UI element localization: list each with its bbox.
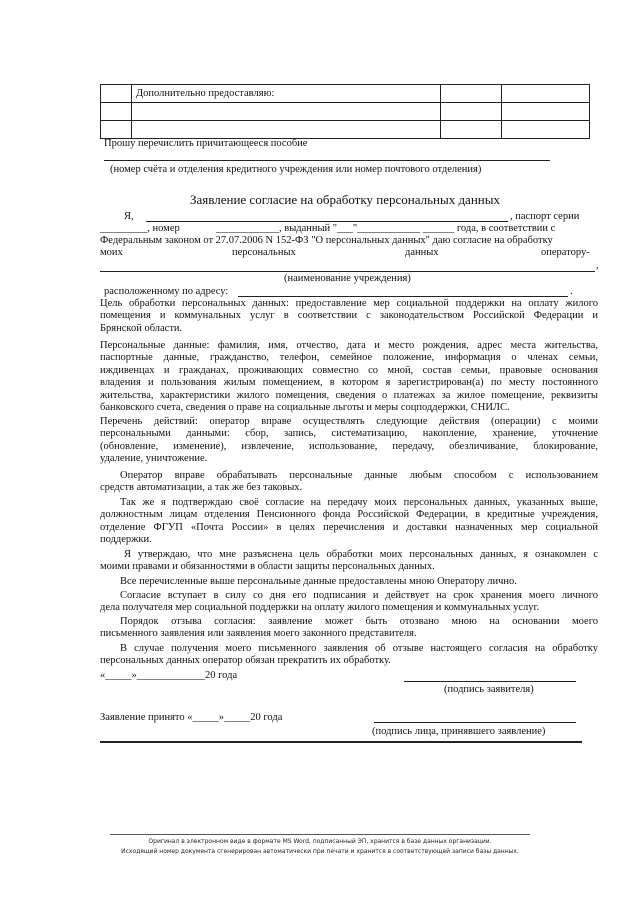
institution-caption: (наименование учреждения) [284,273,411,284]
text-line: Так же я подтверждаю своё согласие на передачу моих персональных данных, указанных выше, [120,497,598,508]
validity-paragraph [100,590,598,615]
text-line: Оператор вправе обрабатывать персональные данные любым способом с использованием [120,470,598,481]
text-line: иждивенцах и гражданах, проживающих совместно со мной, состав семьи, правовые основания [100,364,598,376]
table-row [101,85,590,103]
passport-number-label: _________, номер [100,223,180,234]
applicant-date-line: «_____»_____________20 года [100,670,238,681]
withdraw-paragraph [100,616,598,641]
text-line: Перечень действий: оператор вправе осуществлять следующие действия (операции) с моими [100,416,598,427]
footer-rule [110,834,530,835]
personal-data-paragraph [100,340,598,414]
address-period: . [570,286,573,297]
address-label: расположенному по адресу: [104,286,229,297]
accepter-signature-line [374,722,576,723]
text-line: дела получателя мер социальной поддержки на оплату жилого помещения и коммунальных услуг. [100,602,540,614]
name-fill-line [146,221,508,222]
actions-paragraph [100,416,598,466]
text-line: должностным лицам отделения Пенсионного фонда Российской Федерации, в кредитные учреждения, [100,509,598,521]
text-line: Я утверждаю, что мне разъяснена цель обработки моих персональных данных, я ознакомлен с [124,549,598,560]
intro-word: персональных [232,247,296,258]
applicant-signature-caption: (подпись заявителя) [444,684,534,695]
text-line: помещения и коммунальных услуг в соответствии с законодательством Российской Федерации и [100,310,598,322]
text-line: паспортные данные, гражданство, телефон, семейное положение, информация о членах семьи, [100,352,598,364]
accepter-signature-caption: (подпись лица, принявшего заявление) [372,726,546,737]
intro-word: оператору- [541,247,590,258]
text-line: Порядок отзыва согласия: заявление может быть отозвано мною на основании моего [120,616,598,627]
table-cell-label: Дополнительно предоставляю: [132,85,441,103]
footer-line-1: Оригинал в электронном виде в формате MS Word, подписанный ЭП, хранится в базе данных организации. [148,838,492,845]
text-line: владения и пользования жилым помещением, в котором я зарегистрирован(а) по месту постоянного [100,377,598,389]
text-line: (обновление, изменение), извлечение, использование, передачу, обезличивание, блокирование, [100,440,598,452]
institution-fill-line [100,271,595,272]
text-line: письменного заявления или заявления моего законного представителя. [100,628,417,640]
additional-docs-table [100,84,590,139]
text-line: средств автоматизации, а так же без таковых. [100,482,303,494]
intro-comma: , [596,260,599,271]
table-row [101,121,590,139]
intro-word: данных [405,247,439,258]
passport-issued-label: ____________, выданный "___"____________ ______ года, в соответствии с [216,223,556,234]
text-line: Персональные данные: фамилия, имя, отчество, дата и место рождения, адрес места жительства, [100,340,598,351]
intro-i: Я, [124,211,134,222]
text-line: Брянской области. [100,322,183,334]
text-line: персональных данных оператор обязан прекратить их обработку. [100,655,391,667]
table-row [101,103,590,121]
text-line: В случае получения моего письменного заявления об отзыве настоящего согласия на обработку [120,643,598,654]
operator-paragraph [100,470,598,495]
text-line: отделение ФГУП «Почта России» в целях перечисления и доставки назначенных мер социальной [100,521,598,533]
account-caption: (номер счёта и отделения кредитного учреждения или номер почтового отделения) [110,164,482,175]
text-line: банковского счета, сведения о праве на социальные льготы и меры соцподдержки, СНИЛС. [100,402,510,414]
law-text: Федеральным законом от 27.07.2006 N 152-ФЗ "О персональных данных" даю согласие на обработку [100,235,553,246]
provided-paragraph: Все перечисленные выше персональные данные предоставлены мною Оператору лично. [120,576,517,587]
text-line: персональными данными: сбор, запись, систематизацию, накопление, хранение, уточнение [100,428,598,440]
text-line: Цель обработки персональных данных: предоставление мер социальной поддержки на оплату жилого [100,298,598,309]
address-fill-line [238,296,568,297]
purpose-paragraph [100,298,598,335]
passport-series-label: , паспорт серии [510,211,580,222]
transfer-paragraph [100,497,598,547]
accepted-date-line: Заявление принято «_____»_____20 года [100,712,283,723]
text-line: жительства, характеристики жилого помещения, сведения о платежах за жилое помещение, реквизиты [100,389,598,401]
text-line: Согласие вступает в силу со дня его подписания и действует на срок хранения моего личного [120,590,598,601]
intro-word: моих [100,247,123,258]
explained-paragraph [100,549,598,574]
stop-processing-paragraph [100,643,598,668]
bottom-rule [100,741,582,743]
footer-line-2: Исходящий номер документа сгенерирован автоматически при печати и хранится в соответствующей записи базы данных. [121,848,519,855]
document-title: Заявление согласие на обработку персональных данных [190,192,500,207]
text-line: моими правами и обязанностями в области защиты персональных данных. [100,561,435,573]
account-fill-line [104,160,550,161]
text-line: удаление, уничтожение. [100,453,208,465]
applicant-signature-line [404,681,576,682]
benefit-request-text: Прошу перечислить причитающееся пособие [104,138,308,149]
text-line: поддержки. [100,534,152,546]
